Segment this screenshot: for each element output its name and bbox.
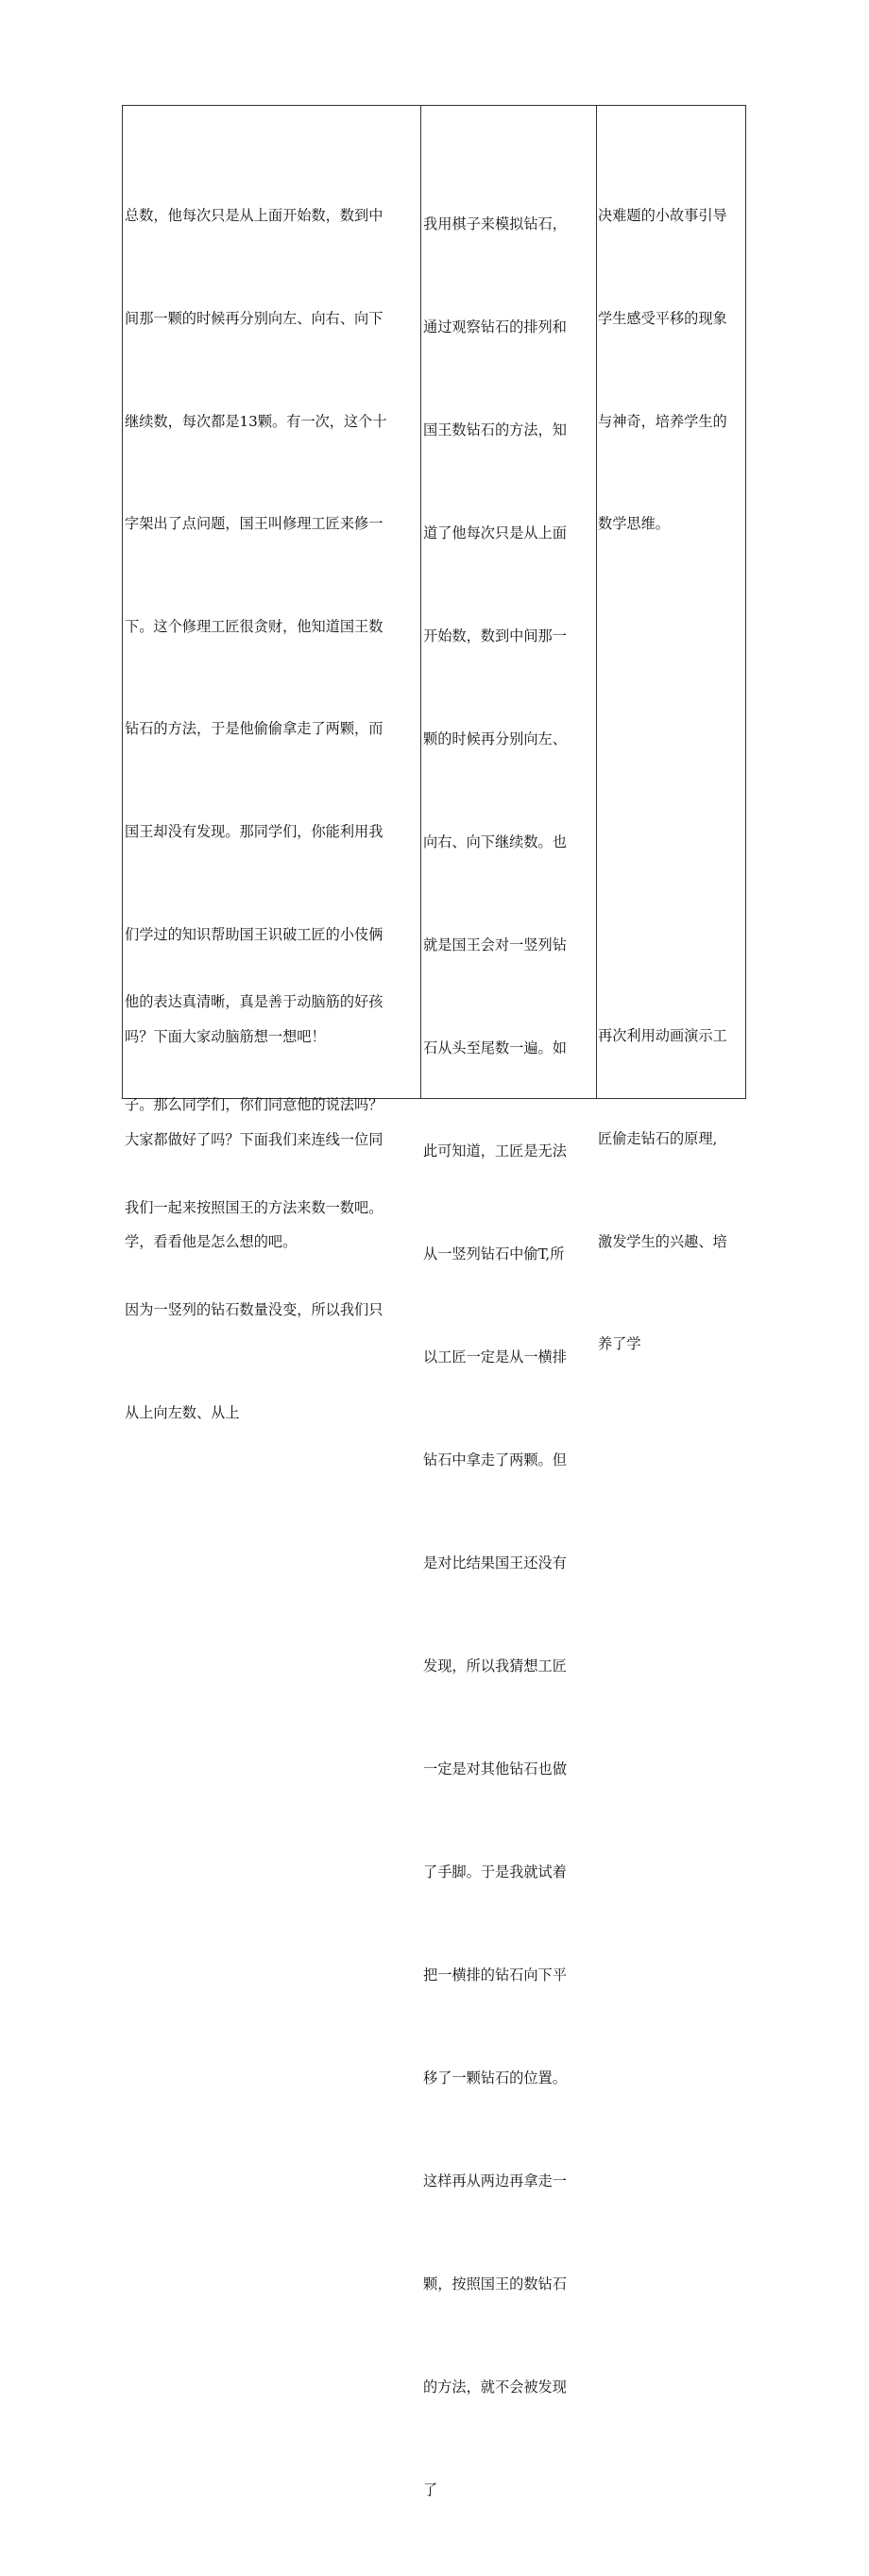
text-line: 决难题的小故事引导 (598, 207, 727, 225)
text-line: 颗，按照国王的数钻石 (423, 2275, 567, 2293)
student-activity-text (423, 138, 567, 2576)
text-line: 移了一颗钻石的位置。 (423, 2069, 567, 2087)
text-line: 匠偷走钻石的原理, (598, 1130, 718, 1147)
text-line: 间那一颗的时候再分别向左、向右、向下 (125, 310, 383, 327)
text-line: 字架出了点问题，国王叫修理工匠来修一 (125, 515, 383, 533)
text-line: 钻石的方法，于是他偷偷拿走了两颗，而 (125, 720, 383, 738)
text-line: 道了他每次只是从上面 (423, 524, 567, 541)
text-line: 大家都做好了吗？下面我们来连线一位同 (125, 1130, 383, 1148)
text-line: 通过观察钻石的排列和 (423, 318, 567, 335)
design-intent-text (598, 130, 727, 610)
text-line: 数学思维。 (598, 515, 670, 533)
text-line: 此可知道，工匠是无法 (423, 1142, 567, 1159)
text-line: 从上向左数、从上 (125, 1403, 240, 1421)
text-line: 以工匠一定是从一横排 (423, 1348, 567, 1366)
text-line: 他的表达真清晰，真是善于动脑筋的好孩 (125, 993, 383, 1011)
text-line: 的方法，就不会被发现 (423, 2379, 567, 2396)
text-line: 这样再从两边再拿走一 (423, 2172, 567, 2190)
lesson-table (122, 105, 746, 2499)
text-line: 总数，他每次只是从上面开始数，数到中 (125, 207, 383, 225)
column-divider-2 (596, 106, 597, 1098)
text-line: 向右、向下继续数。也 (423, 833, 567, 850)
text-line: 了 (423, 2482, 438, 2499)
column-divider-1 (420, 106, 421, 1098)
text-line: 再次利用动画演示工 (598, 1027, 727, 1045)
text-line: 是对比结果国王还没有 (423, 1554, 567, 1572)
text-line: 开始数，数到中间那一 (423, 627, 567, 644)
text-line: 与神奇，培养学生的 (598, 412, 727, 430)
text-line: 一定是对其他钻石也做 (423, 1760, 567, 1778)
text-line: 我们一起来按照国王的方法来数一数吧。 (125, 1198, 383, 1216)
text-line: 学，看看他是怎么想的吧。 (125, 1233, 298, 1251)
text-line: 钻石中拿走了两颗。但 (423, 1451, 567, 1469)
text-line: 了手脚。于是我就试着 (423, 1863, 567, 1881)
text-line: 石从头至尾数一遍。如 (423, 1039, 567, 1056)
text-line: 因为一竖列的钻石数量没变，所以我们只 (125, 1301, 383, 1319)
design-intent-text-continued (598, 951, 727, 1430)
text-line: 下。这个修理工匠很贪财，他知道国王数 (125, 617, 383, 635)
text-line: 学生感受平移的现象 (598, 310, 727, 327)
text-line: 国王数钻石的方法，知 (423, 421, 567, 438)
text-line: 们学过的知识帮助国王识破工匠的小伎俩 (125, 925, 383, 943)
text-line: 吗？下面大家动脑筋想一想吧！ (125, 1028, 326, 1046)
text-line: 国王却没有发现。那同学们，你能利用我 (125, 822, 383, 840)
text-line: 继续数，每次都是13颗。有一次，这个十 (125, 412, 387, 430)
text-line: 把一横排的钻石向下平 (423, 1966, 567, 1984)
text-line: 就是国王会对一竖列钻 (423, 936, 567, 953)
text-line: 养了学 (598, 1335, 641, 1353)
text-line: 颗的时候再分别向左、 (423, 730, 567, 747)
text-line: 我用棋子来模拟钻石， (423, 215, 567, 232)
text-line: 发现，所以我猜想工匠 (423, 1657, 567, 1675)
teacher-activity-text-continued (125, 917, 383, 1498)
text-line: 激发学生的兴趣、培 (598, 1232, 727, 1250)
text-line: 子。那么同学们，你们同意他的说法吗？ (125, 1096, 383, 1113)
text-line: 从一竖列钻石中偷T,所 (423, 1245, 565, 1262)
